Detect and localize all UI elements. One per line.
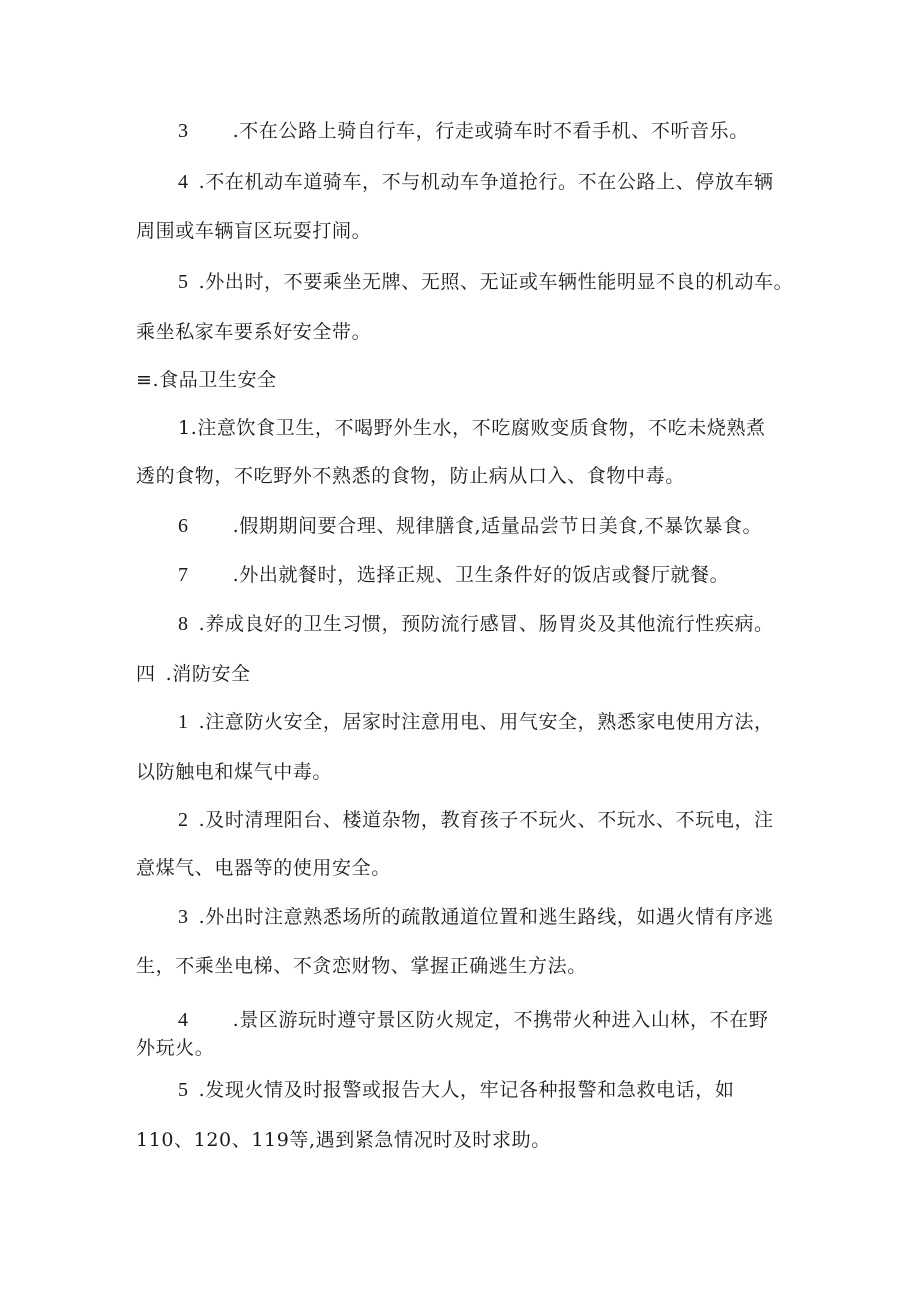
list-item-continuation: 乘坐私家车要系好安全带。 <box>136 321 372 343</box>
list-item-transport-5 <box>178 270 793 294</box>
item-number: 1 <box>178 711 189 733</box>
list-item-continuation: 以防触电和煤气中毒。 <box>136 761 333 783</box>
item-text: .景区游玩时遵守景区防火规定，不携带火种进入山林，不在野 <box>232 1009 769 1031</box>
list-item-food-6 <box>178 514 762 538</box>
item-text: .外出时，不要乘坐无牌、无照、无证或车辆性能明显不良的机动车。 <box>198 271 794 293</box>
item-number: 2 <box>178 809 189 831</box>
list-item-fire-3 <box>178 905 774 929</box>
item-number: 5 <box>178 271 189 293</box>
list-item-fire-2 <box>178 808 774 832</box>
section-number: 四 <box>136 663 156 685</box>
item-number: 3 <box>178 120 189 142</box>
list-item-food-8 <box>178 612 774 636</box>
list-item-continuation: 110、120、119等,遇到紧急情况时及时求助。 <box>136 1129 551 1151</box>
section-title: .消防安全 <box>165 663 251 685</box>
item-number: 6 <box>178 515 189 537</box>
item-text: .外出时注意熟悉场所的疏散通道位置和逃生路线，如遇火情有序逃 <box>198 906 774 928</box>
item-number: 4 <box>178 1009 189 1031</box>
list-item-continuation: 外玩火。 <box>136 1037 215 1059</box>
list-item-continuation: 生，不乘坐电梯、不贪恋财物、掌握正确逃生方法。 <box>136 955 587 977</box>
item-text: .不在公路上骑自行车，行走或骑车时不看手机、不听音乐。 <box>232 120 749 142</box>
list-item-continuation: 意煤气、电器等的使用安全。 <box>136 857 391 879</box>
list-item-transport-3 <box>178 119 749 143</box>
list-item-continuation: 透的食物，不吃野外不熟悉的食物，防止病从口入、食物中毒。 <box>136 465 685 487</box>
item-number: 4 <box>178 171 189 193</box>
list-item-fire-5 <box>178 1078 734 1102</box>
list-item-continuation: 周围或车辆盲区玩耍打闹。 <box>136 220 372 242</box>
list-item-fire-4 <box>178 1008 768 1032</box>
item-text: .假期期间要合理、规律膳食,适量品尝节日美食,不暴饮暴食。 <box>232 515 763 537</box>
list-item-food-1: 1.注意饮食卫生，不喝野外生水，不吃腐败变质食物，不吃未烧熟煮 <box>178 417 766 439</box>
item-text: .养成良好的卫生习惯，预防流行感冒、肠胃炎及其他流行性疾病。 <box>198 613 774 635</box>
item-number: 7 <box>178 564 189 586</box>
item-text: .外出就餐时，选择正规、卫生条件好的饭店或餐厅就餐。 <box>232 564 730 586</box>
item-text: .发现火情及时报警或报告大人，牢记各种报警和急救电话，如 <box>198 1079 735 1101</box>
item-number: 8 <box>178 613 189 635</box>
section-heading-fire-safety <box>136 662 251 686</box>
item-text: .注意防火安全，居家时注意用电、用气安全，熟悉家电使用方法， <box>198 711 774 733</box>
list-item-fire-1 <box>178 710 774 734</box>
list-item-food-7 <box>178 563 729 587</box>
item-text: .及时清理阳台、楼道杂物，教育孩子不玩火、不玩水、不玩电，注 <box>198 809 774 831</box>
list-item-transport-4 <box>178 170 774 194</box>
section-heading-food-safety: ≡.食品卫生安全 <box>136 369 277 391</box>
item-number: 3 <box>178 906 189 928</box>
item-text: .不在机动车道骑车，不与机动车争道抢行。不在公路上、停放车辆 <box>198 171 774 193</box>
item-number: 5 <box>178 1079 189 1101</box>
